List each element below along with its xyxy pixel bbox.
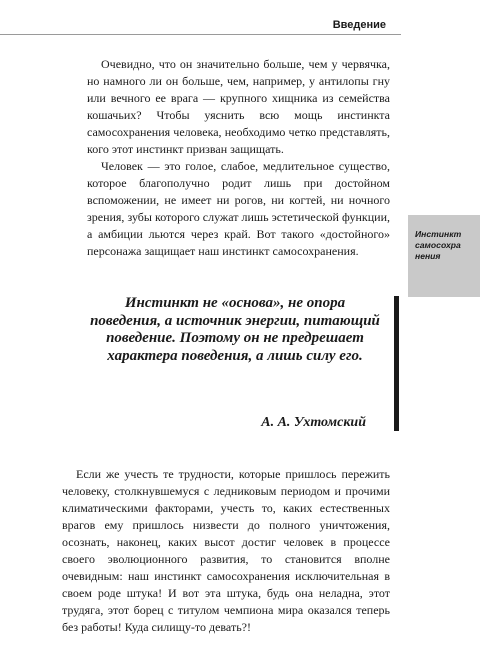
quote-bar [394,296,399,431]
paragraph: Если же учесть те трудности, которые пришлось пережить человеку, столкнувшемуся с ледниковым периодом и прочими климатическими факторами, учесть то, каких естественных врагов ему пришлось низвести до полного уничтожения, осознать, наконец, каких высот достиг человек в процессе своего эволюционного развития, то становится вполне очевидным: наш инстинкт самосохранения исключительная в своем роде штука! И вот эта штука, будь она неладна, этот трудяга, этот борец с титулом чемпиона мира оказался теперь без работы! Куда силищу-то девать?! [62,467,390,634]
epigraph-quote [88,295,382,365]
margin-tab-line: Инстинкт [415,229,462,239]
header-rule [0,34,401,35]
margin-tab-line: нения [415,251,441,261]
paragraph: Человек — это голое, слабое, медлительное существо, которое благополучно родит лишь при достойном вспоможении, не имеет ни рогов, ни когтей, ни ночного зрения, зубы которого служат лишь эстетической функции, а амбиции льются через край. Вот такого «достойного» персонажа защищает наш инстинкт самосохранения. [87,159,390,258]
quote-author: А. А. Ухтомский [261,415,366,430]
paragraph: Очевидно, что он значительно больше, чем у червячка, но намного ли он больше, чем, например, у антилопы гну или вечного ее врага — крупного хищника из семейства кошачьих? Чтобы уяснить всю мощь инстинкта самосохранения человека, необходимо четко представлять, кого этот инстинкт призван защищать. [87,57,390,156]
text-block-top [87,56,390,260]
text-block-bottom [62,466,390,636]
margin-tab-line: самосохра [415,240,461,250]
running-head: Введение [332,19,386,31]
margin-tab [408,215,480,297]
quote-text: Инстинкт не «основа», не опора поведения, а источник энергии, питающий поведение. Поэтому он не предрешает характера поведения, а лишь силу его. [90,295,380,364]
